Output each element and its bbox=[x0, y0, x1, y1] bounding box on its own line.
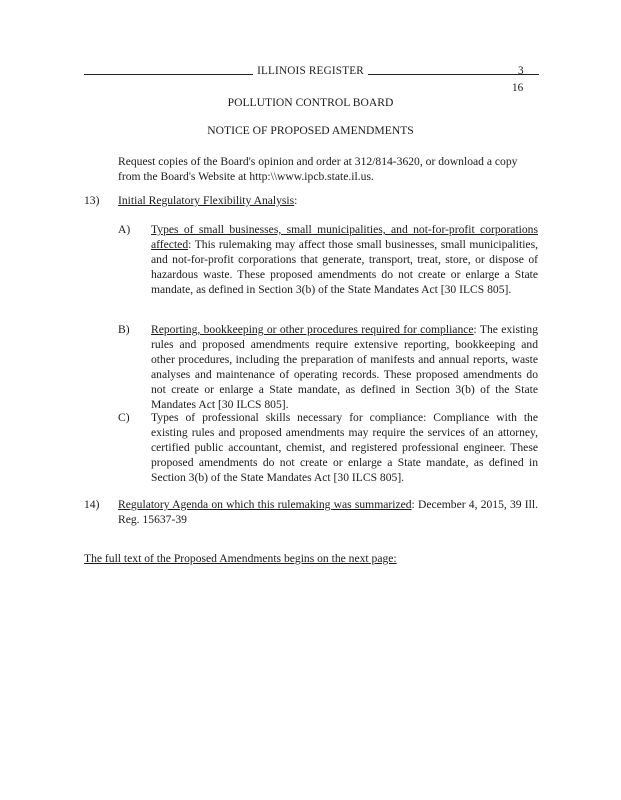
section-14-number: 14) bbox=[84, 498, 100, 511]
section-13-number: 13) bbox=[84, 194, 100, 207]
page-number: 3 bbox=[518, 65, 524, 77]
full-text-note: The full text of the Proposed Amendments begins on the next page: bbox=[84, 552, 397, 565]
item-a-text: Types of small businesses, small municipalities, and not-for-profit corporations affected: This rulemaking may affect those small businesses, small municipalities, and not-for-profit corporations that generate, transport, treat, store, or dispose of hazardous waste. These proposed amendments do not create or enlarge a State mandate, as defined in Section 3(b) of the State Mandates Act [30 ILCS 805]. bbox=[151, 223, 538, 296]
item-c-label: C) bbox=[118, 411, 130, 424]
item-b-label: B) bbox=[118, 323, 130, 336]
notice-title: NOTICE OF PROPOSED AMENDMENTS bbox=[207, 124, 414, 137]
request-copies-paragraph: Request copies of the Board's opinion and order at 312/814-3620, or download a copy from the Board's Website at http:\\www.ipcb.state.il.us. bbox=[118, 155, 518, 183]
register-title: ILLINOIS REGISTER bbox=[0, 64, 621, 79]
board-name: POLLUTION CONTROL BOARD bbox=[227, 96, 394, 109]
item-b-text: Reporting, bookkeeping or other procedures required for compliance: The existing rules and proposed amendments require extensive reporting, bookkeeping and other procedures, including the preparation of manifests and annual reports, waste analyses and maintenance of operating records. These proposed amendments do not create or enlarge a State mandate, as defined in Section 3(b) of the State Mandates Act [30 ILCS 805]. bbox=[151, 323, 538, 411]
item-a-label: A) bbox=[118, 223, 131, 236]
item-c-text: Types of professional skills necessary for compliance: Compliance with the existing rules and proposed amendments may require the services of an attorney, certified public accountant, chemist, and registered professional engineer. These proposed amendments do not create or enlarge a State mandate, as defined in Section 3(b) of the State Mandates Act [30 ILCS 805]. bbox=[151, 411, 538, 484]
section-14-text: Regulatory Agenda on which this rulemaking was summarized: December 4, 2015, 39 Ill. Reg. 15637-39 bbox=[118, 498, 539, 526]
section-13-heading: Initial Regulatory Flexibility Analysis: bbox=[118, 194, 298, 207]
sub-page-number: 16 bbox=[512, 82, 524, 94]
